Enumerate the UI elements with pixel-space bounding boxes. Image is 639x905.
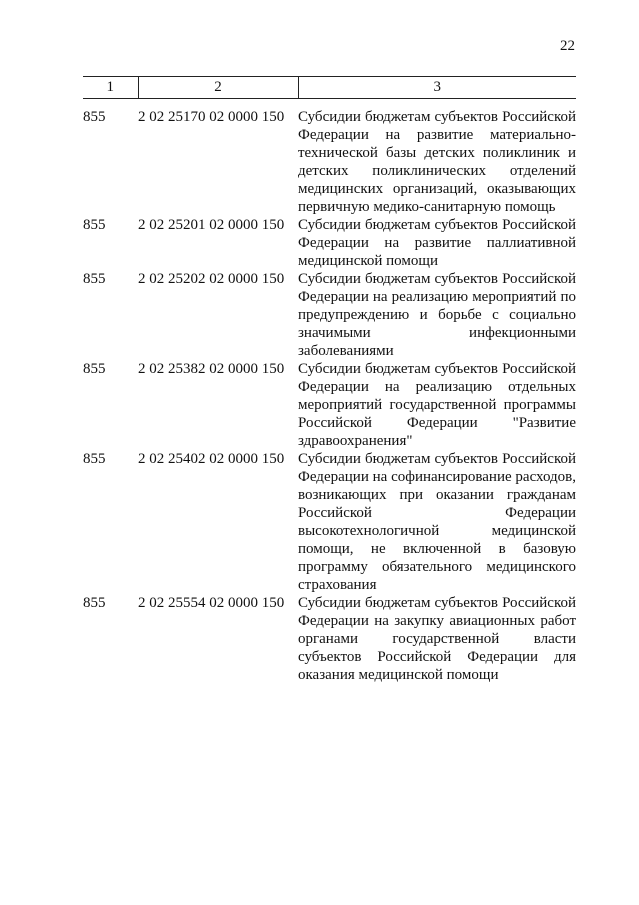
table-row [83, 270, 576, 360]
budget-code-cell: 2 02 25402 02 0000 150 [138, 451, 285, 467]
table-row [83, 594, 576, 684]
description-cell: Субсидии бюджетам субъектов Российской Федерации на реализацию мероприятий по предупреждению и борьбе с социально значимыми инфекционными заболеваниями [298, 271, 576, 359]
description-cell: Субсидии бюджетам субъектов Российской Федерации на софинансирование расходов, возникающих при оказании гражданам Российской Федерации высокотехнологичной медицинской помощи, не включенной в базовую программу обязательного медицинского страхования [298, 451, 576, 593]
page-number: 22 [560, 38, 575, 54]
budget-code-cell: 2 02 25382 02 0000 150 [138, 361, 285, 377]
budget-code-cell: 2 02 25201 02 0000 150 [138, 217, 285, 233]
admin-code-cell: 855 [83, 595, 106, 611]
budget-codes-table [83, 76, 576, 684]
table-header [83, 77, 576, 99]
column-header-1: 1 [83, 77, 138, 99]
admin-code-cell: 855 [83, 109, 106, 125]
description-cell: Субсидии бюджетам субъектов Российской Федерации на реализацию отдельных мероприятий государственной программы Российской Федерации "Развитие здравоохранения" [298, 361, 576, 449]
admin-code-cell: 855 [83, 271, 106, 287]
table-row [83, 360, 576, 450]
table-row [83, 216, 576, 270]
admin-code-cell: 855 [83, 361, 106, 377]
description-cell: Субсидии бюджетам субъектов Российской Федерации на развитие материально-технической базы детских поликлиник и детских поликлинических отделений медицинских организаций, оказывающих первичную медико-санитарную помощь [298, 109, 576, 215]
budget-code-cell: 2 02 25202 02 0000 150 [138, 271, 285, 287]
description-cell: Субсидии бюджетам субъектов Российской Федерации на закупку авиационных работ органами государственной власти субъектов Российской Федерации для оказания медицинской помощи [298, 595, 576, 683]
column-header-2: 2 [138, 77, 298, 99]
table-row [83, 450, 576, 594]
table-row [83, 108, 576, 216]
column-header-3: 3 [298, 77, 576, 99]
budget-code-cell: 2 02 25170 02 0000 150 [138, 109, 285, 125]
admin-code-cell: 855 [83, 451, 106, 467]
admin-code-cell: 855 [83, 217, 106, 233]
table-body [83, 99, 576, 685]
budget-code-cell: 2 02 25554 02 0000 150 [138, 595, 285, 611]
description-cell: Субсидии бюджетам субъектов Российской Федерации на развитие паллиативной медицинской помощи [298, 217, 576, 269]
